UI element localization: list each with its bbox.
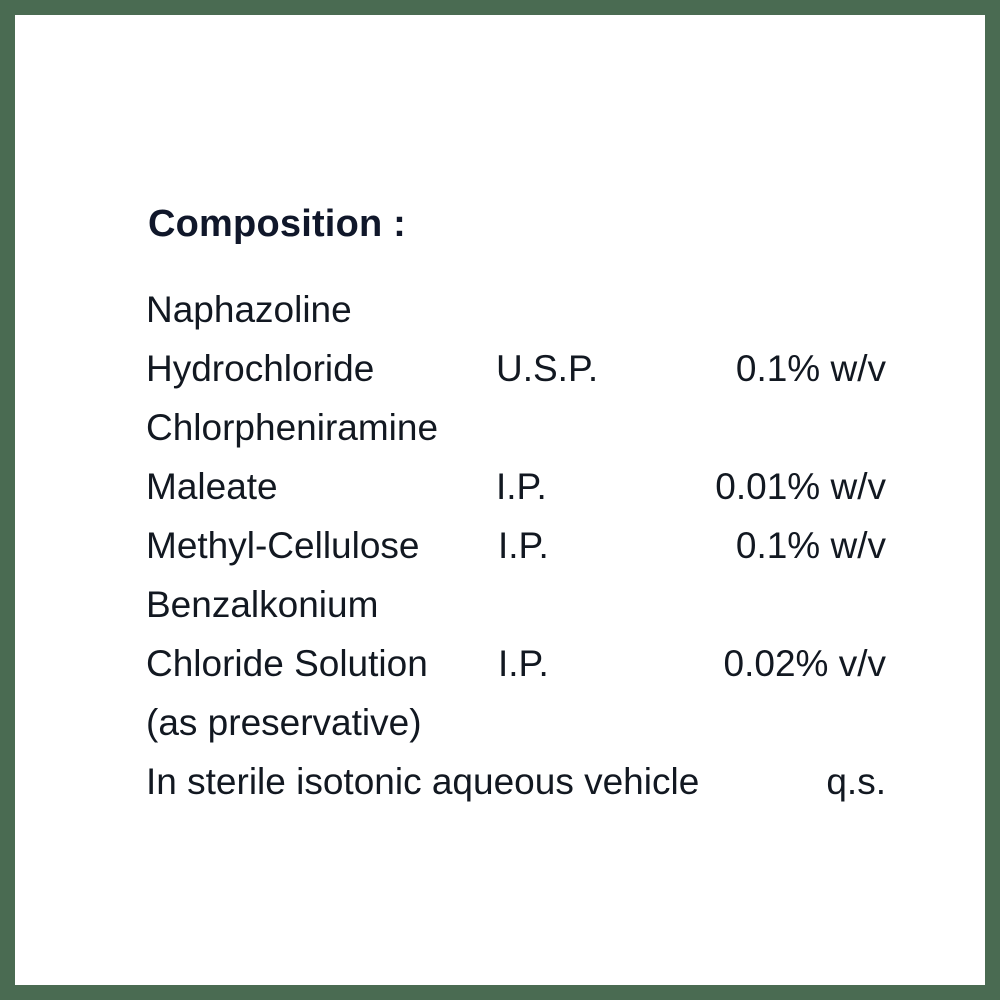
ingredient-name-line1: Naphazoline: [146, 289, 352, 330]
ingredient-name-line2: Hydrochloride: [146, 348, 375, 389]
list-item: [146, 280, 886, 339]
border-top: [0, 0, 1000, 15]
ingredient-strength: 0.1% w/v: [735, 525, 886, 566]
border-left: [0, 0, 15, 1000]
ingredient-name-line1: Benzalkonium: [146, 584, 379, 625]
composition-panel: [100, 175, 900, 825]
vehicle-text: In sterile isotonic aqueous vehicle: [146, 761, 700, 802]
list-item: [146, 516, 886, 575]
list-item: [146, 457, 886, 516]
ingredient-name-line2: Maleate: [146, 466, 278, 507]
list-item: [146, 575, 886, 634]
border-right: [985, 0, 1000, 1000]
preservative-note: (as preservative): [146, 702, 422, 743]
ingredient-standard: I.P.: [498, 643, 549, 684]
list-item: [146, 634, 886, 693]
page-title: Composition :: [148, 203, 407, 245]
ingredient-list: [146, 280, 886, 811]
vehicle-qs: q.s.: [826, 761, 886, 802]
ingredient-name: Methyl-Cellulose: [146, 525, 420, 566]
ingredient-name-line2: Chloride Solution: [146, 643, 428, 684]
border-bottom: [0, 985, 1000, 1000]
ingredient-strength: 0.1% w/v: [735, 348, 886, 389]
ingredient-strength: 0.01% w/v: [715, 466, 886, 507]
list-item: [146, 398, 886, 457]
ingredient-standard: I.P.: [496, 466, 547, 507]
ingredient-standard: I.P.: [498, 525, 549, 566]
vehicle-line: [146, 752, 886, 811]
list-item: [146, 339, 886, 398]
ingredient-strength: 0.02% v/v: [723, 643, 886, 684]
ingredient-standard: U.S.P.: [496, 348, 599, 389]
ingredient-name-line1: Chlorpheniramine: [146, 407, 439, 448]
